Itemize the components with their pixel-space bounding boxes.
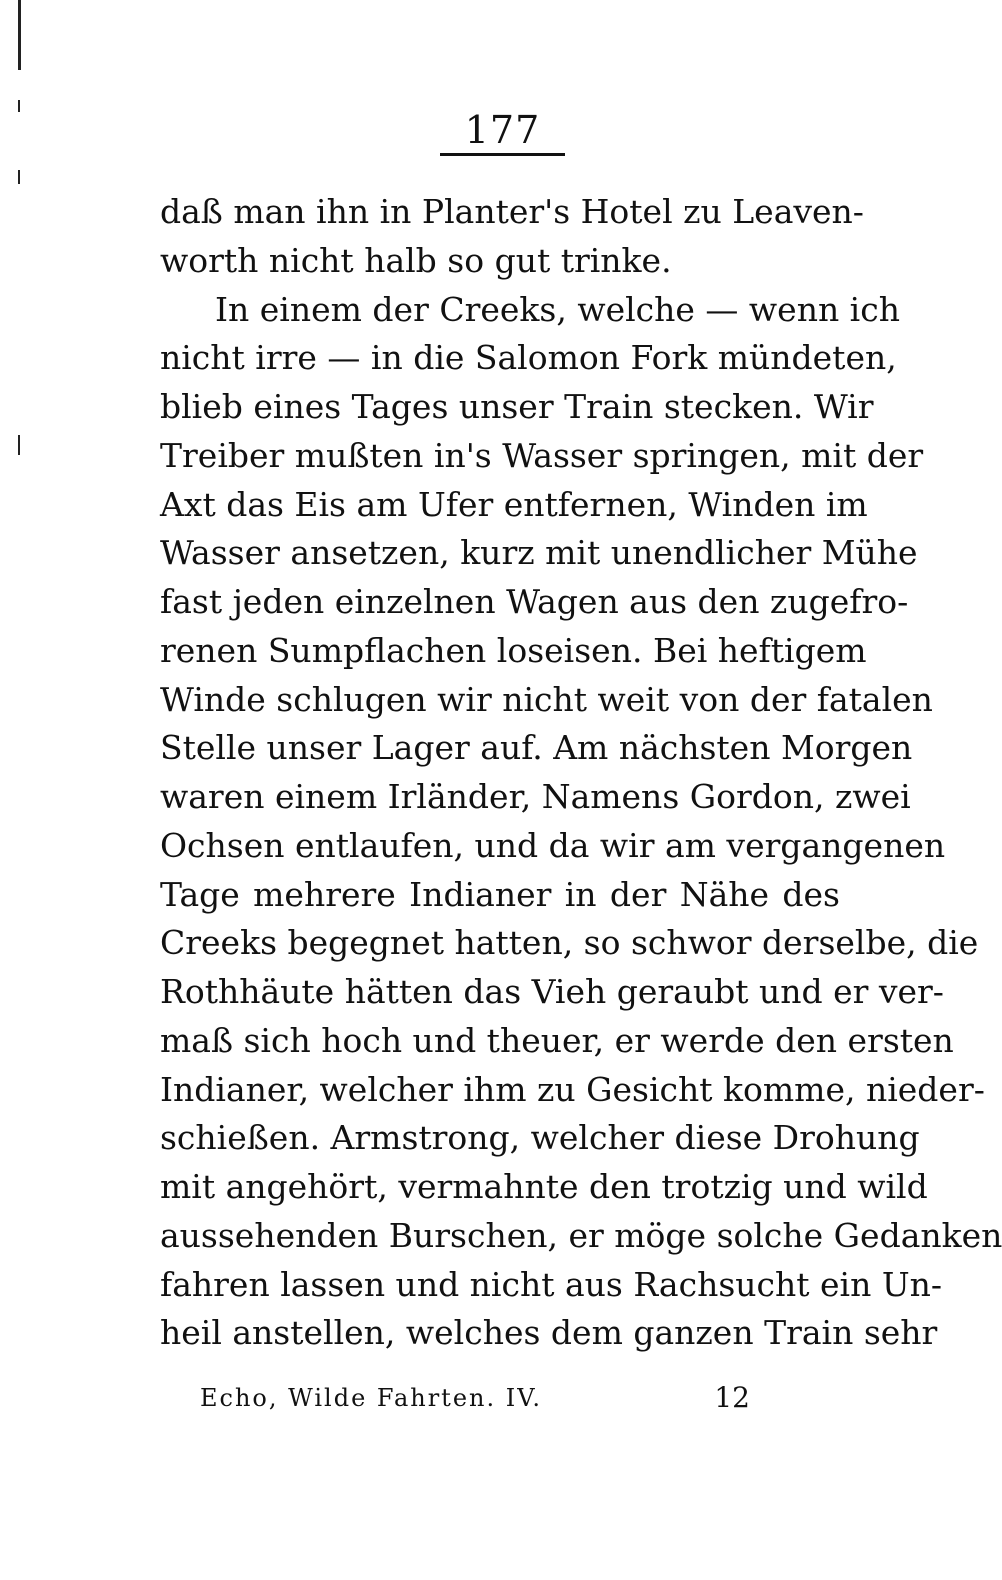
sheet-number: 12: [714, 1381, 750, 1414]
scan-edge-mark: [18, 0, 21, 70]
text-line: Indianer, welcher ihm zu Gesicht komme, nieder-: [160, 1069, 985, 1109]
text-line: blieb eines Tages unser Train stecken. Wir: [160, 387, 874, 426]
scan-edge-mark: [18, 435, 20, 455]
text-line: Stelle unser Lager auf. Am nächsten Morgen: [160, 728, 913, 768]
signature-mark: Echo, Wilde Fahrten. IV.: [200, 1384, 542, 1412]
header-rule: [440, 153, 565, 156]
text-line: heil anstellen, welches dem ganzen Train sehr: [160, 1313, 938, 1353]
body-text: [160, 188, 1002, 1358]
text-line: Winde schlugen wir nicht weit von der fatalen: [160, 679, 933, 719]
text-line: Tage mehrere Indianer in der Nähe des: [160, 874, 840, 914]
text-line: Creeks begegnet hatten, so schwor derselbe, die: [160, 923, 979, 963]
text-line: daß man ihn in Planter's Hotel zu Leaven-: [160, 192, 864, 231]
text-line: Treiber mußten in's Wasser springen, mit der: [160, 435, 924, 475]
text-line: nicht irre — in die Salomon Fork mündeten,: [160, 338, 897, 378]
text-line: schießen. Armstrong, welcher diese Drohung: [160, 1118, 920, 1158]
text-line: mit angehört, vermahnte den trotzig und wild: [160, 1167, 928, 1206]
text-line: fahren lassen und nicht aus Rachsucht ein Un-: [160, 1264, 943, 1304]
text-line: worth nicht halb so gut trinke.: [160, 240, 672, 280]
text-line: waren einem Irländer, Namens Gordon, zwei: [160, 777, 911, 816]
text-line: maß sich hoch und theuer, er werde den ersten: [160, 1020, 954, 1060]
text-line: Axt das Eis am Ufer entfernen, Winden im: [160, 484, 868, 524]
scan-edge-mark: [18, 170, 20, 184]
text-line: fast jeden einzelnen Wagen aus den zugefro-: [160, 582, 909, 621]
text-line: Wasser ansetzen, kurz mit unendlicher Mühe: [160, 533, 918, 573]
text-line: Rothhäute hätten das Vieh geraubt und er ver-: [160, 972, 944, 1011]
text-line: Ochsen entlaufen, und da wir am vergangenen: [160, 825, 946, 865]
text-line: renen Sumpflachen loseisen. Bei heftigem: [160, 630, 867, 670]
text-line: In einem der Creeks, welche — wenn ich: [215, 289, 900, 329]
page-footer: [200, 1378, 760, 1418]
scan-edge-mark: [18, 100, 20, 112]
page-number: 177: [464, 108, 541, 152]
text-line: aussehenden Burschen, er möge solche Gedanken: [160, 1215, 1002, 1255]
